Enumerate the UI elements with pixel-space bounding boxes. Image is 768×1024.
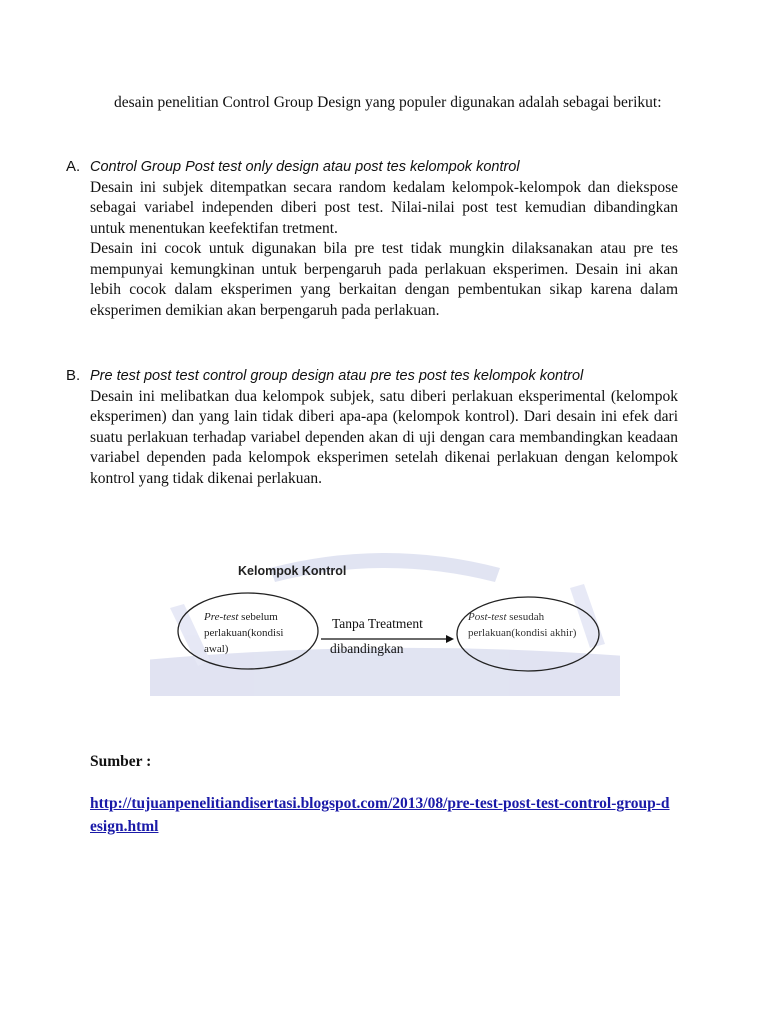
section-b-paragraph-1: Desain ini melibatkan dua kelompok subjek, satu diberi perlakuan eksperimental (kelompok eksperimen) dan yang lain tidak diberi apa-apa (kelompok kontrol). Dari desain ini efek dari suatu perlakuan terhadap variabel dependen akan di uji dengan cara membandingkan keadaan variabel dependen pada kelompok eksperimen setelah dikenai perlakuan dengan kelompok kontrol yang tidak dikenai perlakuan. [90, 387, 678, 487]
section-a-title: Control Group Post test only design atau post tes kelompok kontrol [90, 159, 520, 175]
section-a-letter: A. [66, 158, 81, 175]
posttest-label [468, 609, 578, 641]
section-a-paragraph-1: Desain ini subjek ditempatkan secara random kedalam kelompok-kelompok dan diekspose sebagai variabel independen diberi post test. Nilai-nilai post test kemudian dibandingkan untuk menentukan keefektifan tretment. [90, 178, 678, 237]
pretest-label-rest: sebelum perlakuan(kondisi awal) [204, 611, 284, 655]
control-group-diagram [150, 548, 620, 696]
source-label: Sumber : [90, 753, 152, 770]
posttest-label-italic: Post-test [468, 611, 507, 623]
section-a-paragraph-2: Desain ini cocok untuk digunakan bila pre test tidak mungkin dilaksanakan atau pre tes mempunyai kemungkinan untuk berpengaruh pada perlakuan eksperimen. Desain ini akan lebih cocok dalam eksperimen yang berkaitan dengan pembentukan sikap karena dalam eksperimen demikian akan berpengaruh pada perlakuan. [90, 240, 678, 319]
arrow-head-icon [446, 635, 454, 643]
source-link[interactable]: http://tujuanpenelitiandisertasi.blogspot.com/2013/08/pre-test-post-test-control-group-design.html [90, 795, 670, 835]
section-b-body [90, 387, 678, 490]
section-a-body [90, 178, 678, 322]
section-b-letter: B. [66, 367, 81, 384]
intro-paragraph: desain penelitian Control Group Design yang populer digunakan adalah sebagai berikut: [114, 94, 662, 111]
section-b-title: Pre test post test control group design atau pre tes post tes kelompok kontrol [90, 368, 584, 384]
arrow-label-bottom: dibandingkan [330, 641, 404, 656]
diagram-title: Kelompok Kontrol [238, 564, 347, 578]
pretest-label [204, 609, 304, 657]
posttest-label-rest: sesudah perlakuan(kondisi akhir) [468, 611, 577, 639]
arrow-label-top: Tanpa Treatment [332, 616, 423, 631]
pretest-label-italic: Pre-test [204, 611, 239, 623]
